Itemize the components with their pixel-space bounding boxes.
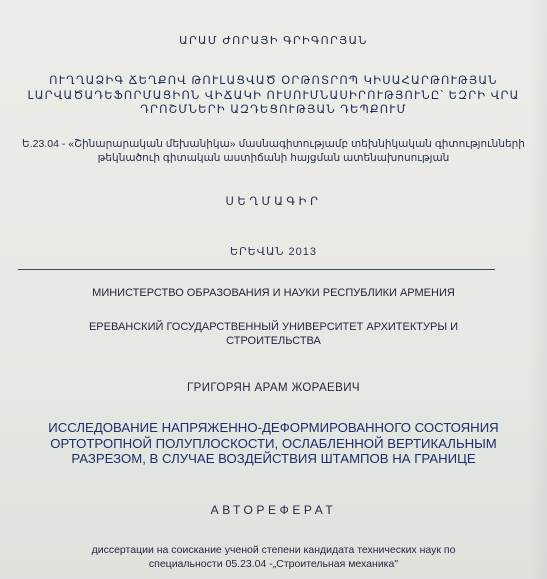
page-edge-shadow bbox=[529, 0, 547, 579]
title-russian-line: РАЗРЕЗОМ, В СЛУЧАЕ ВОЗДЕЙСТВИЯ ШТАМПОВ НА ГРАНИЦЕ bbox=[71, 451, 476, 466]
title-russian-line: ИССЛЕДОВАНИЕ НАПРЯЖЕННО-ДЕФОРМИРОВАННОГО СОСТОЯНИЯ bbox=[48, 420, 499, 435]
thesis-title-armenian bbox=[0, 74, 547, 118]
university-line: ЕРЕВАНСКИЙ ГОСУДАРСТВЕННЫЙ УНИВЕРСИТЕТ АРХИТЕКТУРЫ И bbox=[88, 321, 459, 333]
author-name-russian: ГРИГОРЯН АРАМ ЖОРАЕВИЧ bbox=[187, 382, 360, 394]
section-divider bbox=[18, 269, 495, 270]
author-name-armenian: ԱՐԱՄ ԺՈՐԱՅԻ ԳՐԻԳՈՐՅԱՆ bbox=[179, 35, 368, 47]
thesis-title-russian bbox=[0, 420, 547, 467]
title-armenian-line: ԼԱՐՎԱԾԱԴԵՖՈՐՄԱՑԻՈՆ ՎԻՃԱԿԻ ՈՒՍՈՒՄՆԱՍԻՐՈՒԹՅՈՒՆԸ՝ ԵԶՐԻ ՎՐԱ bbox=[27, 89, 520, 102]
specialty-note-armenian bbox=[0, 137, 547, 165]
document-type-armenian: ՍԵՂՄԱԳԻՐ bbox=[225, 196, 322, 208]
ministry-name: МИНИСТЕРСТВО ОБРАЗОВАНИЯ И НАУКИ РЕСПУБЛИКИ АРМЕНИЯ bbox=[92, 287, 455, 299]
university-line: СТРОИТЕЛЬСТВА bbox=[226, 335, 321, 347]
title-russian-line: ОРТОТРОПНОЙ ПОЛУПЛОСКОСТИ, ОСЛАБЛЕННОЙ ВЕРТИКАЛЬНЫМ bbox=[50, 435, 497, 451]
dissertation-note-russian bbox=[0, 543, 547, 571]
dissertation-line: специальности 05.23.04 -„Строительная механика" bbox=[148, 558, 399, 570]
specialty-armenian-line: թեկնածուի գիտական աստիճանի հայցման ատենախոսության bbox=[97, 152, 450, 164]
university-name bbox=[0, 320, 547, 348]
title-armenian-line: ՈՒՂՂԱՁԻԳ ՃԵՂՔՈՎ ԹՈՒԼԱՑՎԱԾ ՕՐԹՈՏՐՈՊ ԿԻՍԱՀԱՐԹՈՒԹՅԱՆ bbox=[49, 75, 498, 87]
city-year-armenian: ԵՐԵՎԱՆ 2013 bbox=[230, 246, 317, 258]
specialty-armenian-line: Ե.23.04 - «Շինարարական մեխանիկա» մասնագիտությամբ տեխնիկական գիտությունների bbox=[22, 138, 525, 150]
document-type-russian: АВТОРЕФЕРАТ bbox=[210, 503, 337, 517]
title-armenian-line: ԴՐՈՇՄՆԵՐԻ ԱԶԴԵՑՈՒԹՅԱՆ ԴԵՊՔՈՒՄ bbox=[140, 104, 407, 116]
dissertation-line: диссертации на соискание ученой степени кандидата технических наук по bbox=[91, 544, 456, 556]
